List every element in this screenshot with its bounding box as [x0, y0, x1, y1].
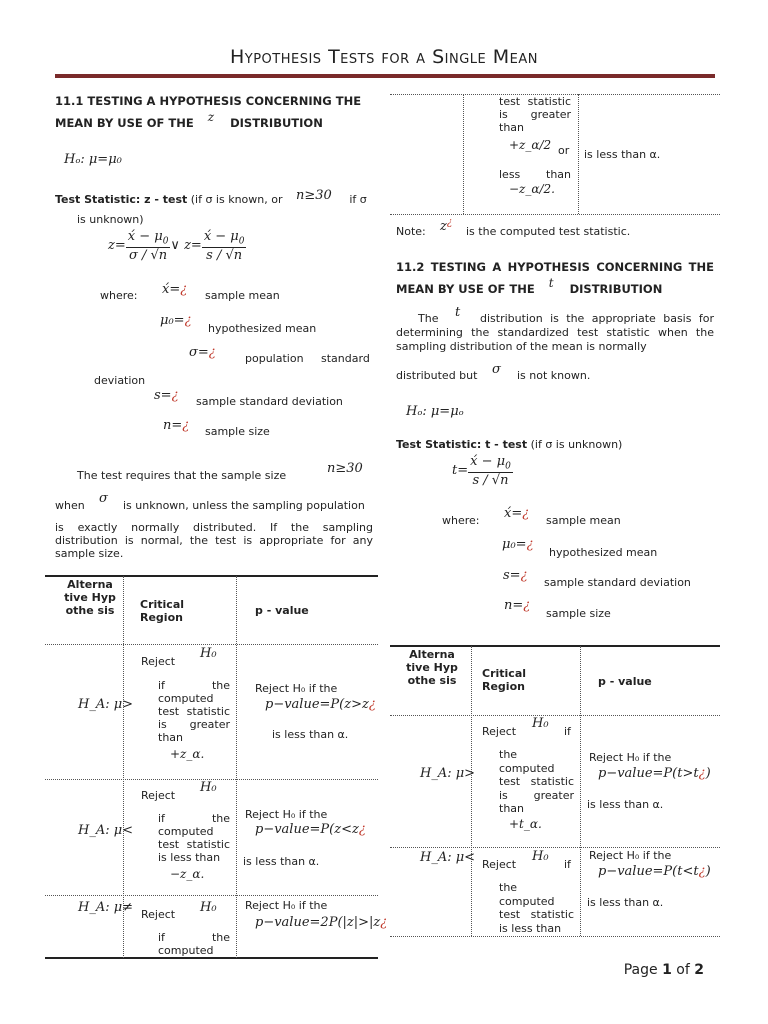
heading-line-1: 11.1 TESTING A HYPOTHESIS CONCERNING THE — [55, 94, 362, 108]
table-right-divider — [390, 847, 720, 848]
requirement-text-2: is unknown, unless the sampling population — [123, 499, 365, 512]
table-right-header-alternative: Alterna tive Hyp othe sis — [406, 648, 458, 687]
table-row-h0: H₀ — [200, 780, 217, 795]
table-cont-critical-value-2: −z_α/2. — [509, 182, 555, 196]
table-cont-critical-2: less than — [499, 168, 571, 181]
table-row-critical-value: −z_α. — [170, 867, 205, 881]
table-left-top-border — [45, 575, 378, 577]
def-sigma-symbol: σ=¿ — [189, 345, 216, 360]
table-row-reject: Reject — [141, 789, 176, 802]
intro-text-3: distributed but — [396, 369, 478, 382]
test-statistic-t-label: Test Statistic: t - test (if σ is unknown) — [396, 438, 623, 451]
table-row-pvalue-text-2: is less than α. — [587, 896, 664, 909]
section-heading-z — [55, 90, 375, 134]
def-xbar-symbol: x́=¿ — [162, 282, 188, 297]
null-hypothesis: Hₒ: μ=μ₀ — [64, 152, 122, 167]
table-row-pvalue-text: Reject H₀ if the — [589, 849, 672, 862]
table-row-critical: if the computed — [158, 931, 230, 957]
def-xbar-text: sample mean — [205, 289, 280, 302]
title-rule — [55, 74, 715, 78]
table-row-if: if — [564, 725, 571, 738]
table-left-header-alternative: Alterna tive Hyp othe sis — [64, 578, 116, 617]
table-row-critical: if the computed test statistic is less than — [158, 812, 230, 864]
def-mu-text-t: hypothesized mean — [549, 546, 658, 559]
table-left-col-divider — [236, 576, 237, 958]
def-mu-text: hypothesized mean — [208, 322, 317, 335]
table-cont-critical-value-1: +z_α/2 — [509, 138, 552, 152]
table-cont-pvalue: is less than α. — [584, 148, 661, 161]
table-cont-col-divider — [463, 94, 464, 214]
intro-text-1: The — [418, 312, 439, 325]
table-row-alt-less: H_A: μ< — [78, 823, 134, 838]
def-n-symbol: n=¿ — [163, 418, 190, 433]
table-right-top-border — [390, 645, 720, 647]
section-heading-t — [396, 256, 714, 300]
table-row-alt-greater: H_A: μ> — [420, 766, 476, 781]
table-cont-col-divider — [578, 94, 579, 214]
table-right-divider — [390, 936, 720, 937]
heading-line-2: MEAN BY USE OF THE z DISTRIBUTION — [55, 110, 323, 130]
table-left-bottom-border — [45, 957, 378, 959]
def-mu-symbol: μ₀=¿ — [160, 313, 192, 328]
def-sigma-text-2: deviation — [94, 374, 146, 387]
table-row-pvalue-text-2: is less than α. — [243, 855, 320, 868]
table-row-pvalue-formula: p−value=2P(|z|>|z¿ — [255, 915, 388, 930]
requirement-when: when — [55, 499, 85, 512]
table-row-critical: if the computed test statistic is greater than — [158, 679, 230, 744]
table-row-alt-not-equal: H_A: μ≠ — [78, 900, 134, 915]
def-n-text: sample size — [205, 425, 270, 438]
def-s-text-t: sample standard deviation — [544, 576, 691, 589]
def-xbar-symbol-t: x́=¿ — [504, 506, 530, 521]
table-row-h0: H₀ — [200, 646, 217, 661]
intro-t-symbol: t — [455, 305, 461, 320]
requirement-text-3: is exactly normally distributed. If the sampling distribution is normal, the test is appropriate for any sample size. — [55, 521, 373, 560]
table-right-col-divider — [580, 646, 581, 936]
table-left-header-critical: Critical Region — [140, 598, 185, 624]
where-label: where: — [100, 289, 138, 302]
def-s-symbol: s=¿ — [154, 388, 179, 403]
table-row-h0: H₀ — [200, 900, 217, 915]
table-cont-or: or — [558, 144, 570, 157]
table-row-critical-value: +t_α. — [509, 817, 542, 831]
table-cont-bottom-border — [390, 214, 720, 215]
intro-text-4: is not known. — [517, 369, 591, 382]
where-label-t: where: — [442, 514, 480, 527]
table-row-pvalue-formula: p−value=P(z>z¿ — [265, 697, 376, 712]
test-statistic-label: Test Statistic: z - test (if σ is known, or n≥30 if σ — [55, 188, 367, 206]
def-mu-symbol-t: μ₀=¿ — [502, 537, 534, 552]
table-row-reject: Reject — [482, 725, 517, 738]
intro-sigma-symbol: σ — [492, 362, 501, 377]
heading-z-symbol: z — [207, 110, 215, 124]
requirement-sigma: σ — [99, 491, 108, 506]
note-label: Note: — [396, 225, 426, 238]
note-text: is the computed test statistic. — [466, 225, 631, 238]
table-row-h0: H₀ — [532, 849, 549, 864]
page-number: Page 1 of 2 — [623, 962, 704, 978]
null-hypothesis-t: Hₒ: μ=μₒ — [406, 404, 464, 419]
intro-text-2: distribution is the appropriate basis for determining the standardized test statistic when the sampling distribution of the mean is normally — [396, 312, 714, 353]
table-row-critical: the computed test statistic is greater than — [499, 748, 574, 815]
requirement-n: n≥30 — [327, 461, 363, 476]
table-left-divider — [45, 895, 378, 896]
t-formula: t= $\frac{x́ - \mu_0}{s / √n}$ — [452, 454, 511, 488]
table-row-pvalue-text-2: is less than α. — [272, 728, 349, 741]
heading-line-2: MEAN BY USE OF THE t DISTRIBUTION — [396, 276, 663, 296]
def-n-text-t: sample size — [546, 607, 611, 620]
table-row-reject: Reject — [482, 858, 517, 871]
table-right-header-pvalue: p - value — [598, 675, 652, 688]
table-row-alt-greater: H_A: μ> — [78, 697, 134, 712]
z-formula: z= $\frac{x́ - \mu_0}{\sigma / √n}$ ∨ z= $\frac{x́ - \mu_0}{s / √n}$ — [108, 229, 245, 263]
table-row-pvalue-text: Reject H₀ if the — [255, 682, 338, 695]
table-row-pvalue-text: Reject H₀ if the — [589, 751, 672, 764]
table-row-alt-less: H_A: μ< — [420, 850, 476, 865]
heading-line-1: 11.2 TESTING A HYPOTHESIS CONCERNING THE — [396, 260, 714, 274]
def-sigma-text: population standard — [245, 352, 370, 365]
table-left-header-pvalue: p - value — [255, 604, 309, 617]
table-row-reject: Reject — [141, 908, 176, 921]
table-row-h0: H₀ — [532, 716, 549, 731]
page-title: Hypothesis Tests for a Single Mean — [229, 46, 539, 68]
table-row-reject: Reject — [141, 655, 176, 668]
table-right-divider — [390, 715, 720, 716]
def-s-text: sample standard deviation — [196, 395, 343, 408]
test-statistic-note: is unknown) — [77, 213, 144, 226]
table-right-header-critical: Critical Region — [482, 667, 527, 693]
def-s-symbol-t: s=¿ — [503, 568, 528, 583]
table-cont-critical: test statistic is greater than — [499, 95, 571, 134]
table-row-pvalue-formula: p−value=P(t>t¿) — [598, 766, 711, 781]
def-xbar-text-t: sample mean — [546, 514, 621, 527]
table-row-if: if — [564, 858, 571, 871]
table-row-pvalue-formula: p−value=P(z<z¿ — [255, 822, 366, 837]
table-row-pvalue-text-2: is less than α. — [587, 798, 664, 811]
table-row-pvalue-text: Reject H₀ if the — [245, 899, 328, 912]
def-n-symbol-t: n=¿ — [504, 598, 531, 613]
note-symbol: z¿ — [440, 217, 453, 234]
table-row-pvalue-formula: p−value=P(t<t¿) — [598, 864, 711, 879]
table-row-critical: the computed test statistic is less than — [499, 881, 574, 935]
table-right-col-divider — [471, 646, 472, 936]
table-left-divider — [45, 644, 378, 645]
table-row-pvalue-text: Reject H₀ if the — [245, 808, 328, 821]
requirement-text-1: The test requires that the sample size — [77, 469, 287, 482]
table-row-critical-value: +z_α. — [170, 747, 205, 761]
